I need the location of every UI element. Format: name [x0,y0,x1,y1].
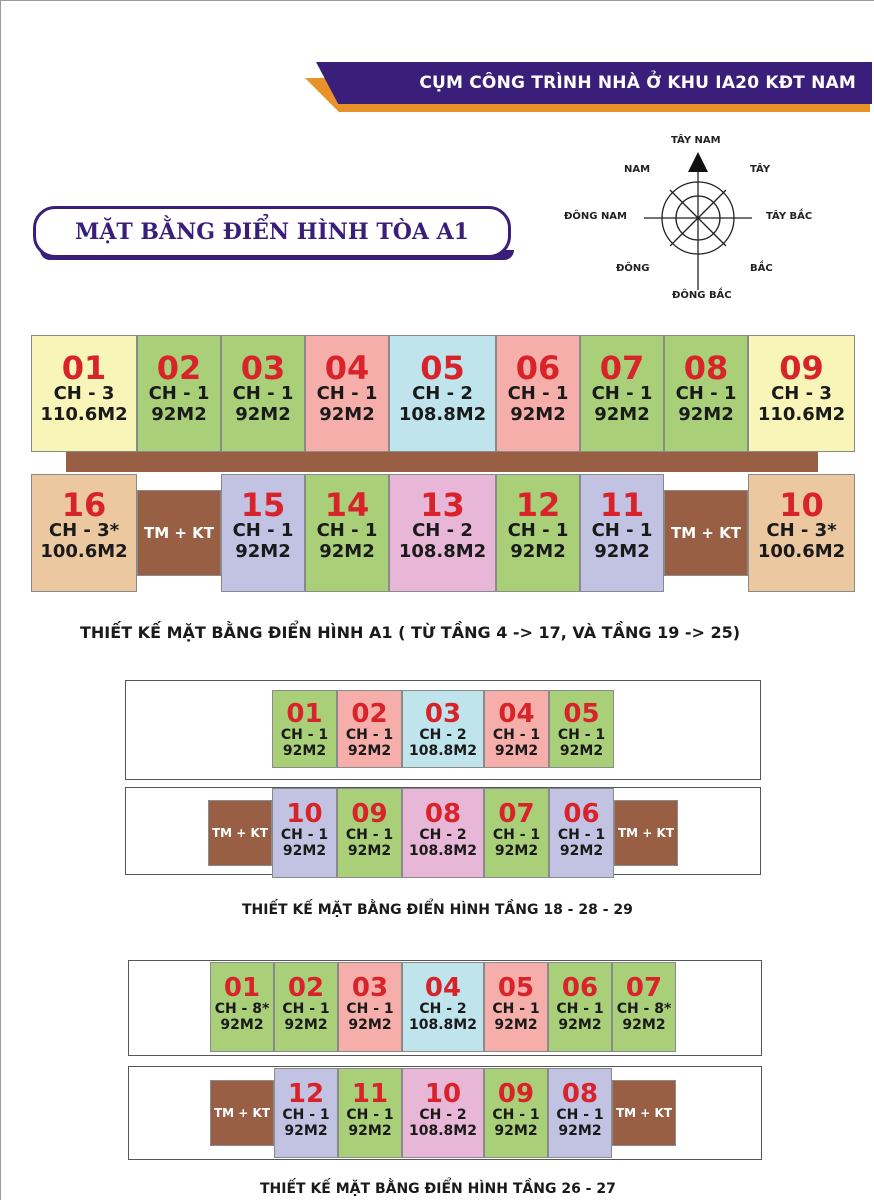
unit-type: CH - 1 [346,1107,394,1123]
unit-area: 92M2 [220,1017,264,1034]
service-label: TM + KT [617,826,675,840]
unit-area: 92M2 [235,540,291,562]
unit-number: 01 [286,699,323,729]
unit-number: 11 [599,486,645,524]
unit-number: 05 [420,349,465,387]
plan3-unit-02 [274,962,338,1052]
unit-type: CH - 1 [345,727,394,743]
plan1-unit-09 [748,335,855,452]
unit-area: 92M2 [347,743,392,760]
unit-area: 92M2 [151,403,207,425]
unit-type: CH - 1 [492,727,541,743]
plan1-unit-12 [496,474,580,592]
plan2-unit-03 [402,690,484,768]
page-title: MẶT BẰNG ĐIỂN HÌNH TÒA A1 [74,219,469,245]
unit-type: CH - 2 [419,1107,467,1123]
unit-area: 108.8M2 [409,743,477,760]
unit-number: 10 [779,486,824,524]
plan2-unit-01 [272,690,337,768]
unit-number: 13 [420,486,465,524]
unit-number: 06 [515,349,561,387]
plan1-caption: THIẾT KẾ MẶT BẰNG ĐIỂN HÌNH A1 ( TỪ TẦNG 4 -> 17, VÀ TẦNG 19 -> 25) [80,623,741,642]
compass-label-n: TÂY NAM [671,135,721,146]
unit-number: 12 [287,1079,325,1109]
plan1-unit-05 [389,335,496,452]
unit-number: 06 [563,799,600,829]
unit-number: 08 [561,1079,599,1109]
unit-type: CH - 1 [346,1001,394,1017]
unit-area: 100.6M2 [757,540,846,562]
plan1-unit-15 [221,474,305,592]
plan3-unit-10 [402,1068,484,1158]
unit-type: CH - 1 [316,383,378,404]
service-label: TM + KT [211,826,269,840]
unit-number: 03 [424,699,462,729]
unit-number: 04 [498,699,535,729]
unit-area: 92M2 [559,843,604,860]
service-label: TM + KT [615,1106,673,1120]
plan2-unit-08 [402,788,484,878]
plan1-service-left [137,490,221,576]
plan1-unit-11 [580,474,664,592]
unit-area: 92M2 [494,843,539,860]
unit-number: 04 [424,973,462,1003]
unit-type: CH - 1 [280,727,329,743]
unit-number: 14 [324,486,370,524]
unit-type: CH - 1 [556,1107,604,1123]
unit-number: 04 [324,349,370,387]
plan3-unit-09 [484,1068,548,1158]
plan3-unit-06 [548,962,612,1052]
unit-area: 110.6M2 [757,403,846,425]
unit-type: CH - 2 [412,520,473,541]
service-label: TM + KT [670,524,742,542]
unit-type: CH - 1 [507,383,569,404]
unit-area: 92M2 [510,403,566,425]
unit-type: CH - 3* [48,520,120,541]
unit-type: CH - 1 [492,1001,540,1017]
unit-type: CH - 3* [766,520,837,541]
plan3-unit-04 [402,962,484,1052]
unit-area: 92M2 [678,403,734,425]
unit-type: CH - 1 [675,383,737,404]
unit-number: 01 [61,349,107,387]
plan2-service-left [208,800,272,866]
unit-area: 92M2 [348,1123,392,1140]
unit-area: 92M2 [594,403,650,425]
unit-type: CH - 1 [557,727,606,743]
plan3-service-right [612,1080,676,1146]
compass-label-s: ĐÔNG BẮC [672,290,732,301]
plan1-unit-16 [31,474,137,592]
unit-area: 92M2 [284,1123,328,1140]
plan3-unit-05 [484,962,548,1052]
unit-area: 92M2 [494,1123,538,1140]
unit-number: 03 [240,349,286,387]
unit-type: CH - 1 [282,1001,330,1017]
plan2-unit-02 [337,690,402,768]
unit-number: 12 [515,486,561,524]
unit-number: 10 [286,799,323,829]
unit-area: 92M2 [348,1017,392,1034]
unit-number: 15 [240,486,286,524]
plan1-unit-04 [305,335,389,452]
plan3-unit-11 [338,1068,402,1158]
unit-area: 92M2 [319,540,375,562]
unit-type: CH - 1 [492,1107,540,1123]
unit-area: 92M2 [284,1017,328,1034]
service-label: TM + KT [213,1106,271,1120]
page-frame-left [0,0,1,1200]
compass-label-e: TÂY BẮC [766,211,813,222]
unit-type: CH - 1 [282,1107,330,1123]
service-label: TM + KT [143,524,215,542]
plan3-unit-01 [210,962,274,1052]
unit-type: CH - 1 [280,827,329,843]
unit-number: 05 [497,973,535,1003]
unit-type: CH - 2 [412,383,473,404]
unit-area: 108.8M2 [409,1123,477,1140]
unit-area: 92M2 [282,743,327,760]
unit-type: CH - 2 [419,1001,467,1017]
plan3-service-left [210,1080,274,1146]
plan2-service-right [614,800,678,866]
plan3-caption: THIẾT KẾ MẶT BẰNG ĐIỂN HÌNH TẦNG 26 - 27 [260,1181,616,1197]
plan2-unit-05 [549,690,614,768]
unit-type: CH - 1 [232,383,294,404]
plan2-unit-10 [272,788,337,878]
unit-type: CH - 3 [53,383,115,404]
compass-rose [560,130,813,305]
unit-number: 08 [424,799,462,829]
plan1-unit-14 [305,474,389,592]
unit-area: 92M2 [494,1017,538,1034]
unit-area: 92M2 [347,843,392,860]
compass-label-w: ĐÔNG NAM [564,211,627,222]
unit-number: 07 [625,973,663,1003]
unit-type: CH - 1 [591,383,653,404]
unit-area: 108.8M2 [398,403,487,425]
unit-number: 02 [351,699,388,729]
unit-number: 03 [351,973,389,1003]
unit-type: CH - 8* [616,1001,672,1017]
unit-number: 02 [156,349,202,387]
unit-number: 07 [599,349,645,387]
plan1-unit-08 [664,335,748,452]
compass-label-nw: NAM [624,164,651,175]
unit-type: CH - 1 [557,827,606,843]
plan3-unit-07 [612,962,676,1052]
unit-area: 110.6M2 [40,403,128,425]
unit-area: 92M2 [235,403,291,425]
plan3-unit-12 [274,1068,338,1158]
unit-area: 92M2 [594,540,650,562]
unit-area: 100.6M2 [40,540,128,562]
plan2-unit-06 [549,788,614,878]
unit-type: CH - 1 [345,827,394,843]
unit-area: 92M2 [558,1123,602,1140]
unit-type: CH - 1 [316,520,378,541]
plan1-unit-10 [748,474,855,592]
unit-number: 01 [223,973,261,1003]
unit-number: 09 [497,1079,535,1109]
unit-number: 06 [561,973,599,1003]
plan1-unit-13 [389,474,496,592]
plan3-unit-03 [338,962,402,1052]
plan1-unit-01 [31,335,137,452]
unit-type: CH - 1 [492,827,541,843]
unit-type: CH - 3 [771,383,832,404]
compass-label-sw: ĐÔNG [616,263,650,274]
unit-type: CH - 1 [507,520,569,541]
unit-area: 92M2 [494,743,539,760]
unit-type: CH - 1 [232,520,294,541]
unit-number: 10 [424,1079,462,1109]
plan1-corridor [66,452,818,472]
unit-number: 11 [351,1079,389,1109]
unit-number: 16 [61,486,107,524]
unit-type: CH - 1 [148,383,210,404]
page-frame-top [0,0,874,1]
unit-type: CH - 1 [591,520,653,541]
unit-number: 08 [683,349,729,387]
plan1-unit-06 [496,335,580,452]
unit-number: 09 [779,349,824,387]
unit-number: 02 [287,973,325,1003]
banner-title: CỤM CÔNG TRÌNH NHÀ Ở KHU IA20 KĐT NAM THĂNG LONG [419,73,856,135]
unit-area: 108.8M2 [398,540,487,562]
plan2-caption: THIẾT KẾ MẶT BẰNG ĐIỂN HÌNH TẦNG 18 - 28 - 29 [242,902,633,918]
plan2-unit-07 [484,788,549,878]
unit-area: 92M2 [282,843,327,860]
unit-area: 92M2 [622,1017,666,1034]
plan2-unit-04 [484,690,549,768]
unit-area: 92M2 [319,403,375,425]
unit-area: 92M2 [558,1017,602,1034]
unit-number: 09 [351,799,388,829]
unit-type: CH - 2 [419,827,467,843]
plan1-unit-07 [580,335,664,452]
unit-number: 05 [563,699,600,729]
compass-label-ne: TÂY [750,164,771,175]
plan1-unit-03 [221,335,305,452]
unit-area: 92M2 [559,743,604,760]
unit-area: 108.8M2 [409,1017,477,1034]
unit-type: CH - 8* [214,1001,270,1017]
plan3-unit-08 [548,1068,612,1158]
compass-label-se: BẮC [750,263,773,274]
unit-number: 07 [498,799,535,829]
unit-area: 108.8M2 [409,843,477,860]
plan2-unit-09 [337,788,402,878]
plan1-unit-02 [137,335,221,452]
unit-type: CH - 2 [419,727,467,743]
unit-area: 92M2 [510,540,566,562]
unit-type: CH - 1 [556,1001,604,1017]
plan1-service-right [664,490,748,576]
